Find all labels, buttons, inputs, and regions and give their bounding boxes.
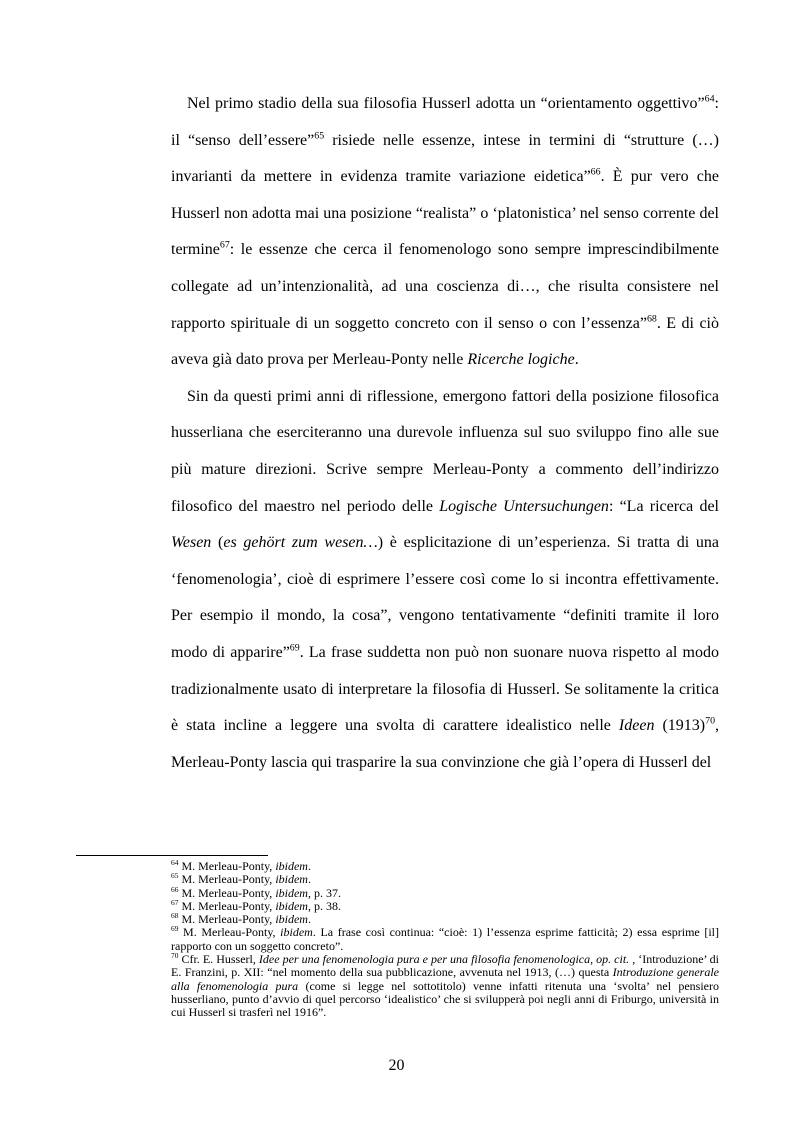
italic-text: Idee per una fenomenologia pura e per una filosofia fenomenologica [258,952,591,967]
text-run: : le essenze che cerca il fenomenologo sono sempre imprescindibilmente collegate ad un’intenzionalità, ad una coscienza di…, che risulta consistere nel rapporto spirituale di un soggetto concreto con il senso o con l’essenza” [171,241,719,332]
footnote-ref: 64 [171,858,179,867]
text-run: M. Merleau-Ponty, [178,912,276,927]
italic-text: Logische Untersuchungen [439,497,609,515]
text-run: . La frase così continua: “cioè: 1) l’essenza esprime fatticità; 2) essa esprime [il] rapporto con un soggetto concreto”. [171,925,719,953]
footnote-ref: 65 [314,130,325,142]
italic-text: ibidem [275,912,308,927]
italic-text: Introduzione generale alla fenomenologia pura [171,965,719,993]
text-run: M. Merleau-Ponty, [178,898,276,913]
footnote [171,953,719,1019]
text-run: M. Merleau-Ponty, [178,859,276,873]
text-run: , p. 37. [307,885,341,900]
page-number: 20 [388,1057,405,1074]
footnote-ref: 68 [646,313,657,325]
text-run: Sin da questi primi anni di riflessione, emergono fattori della posizione filosofica husserliana che eserciteranno una durevole influenza sul suo sviluppo fino alle sue più mature direzioni. Scrive sempre Merleau-Ponty a commento dell’indirizzo filosofico del maestro nel periodo delle [171,387,719,515]
text-run: . [307,912,311,927]
footnote-ref: 70 [705,715,716,727]
italic-text: Wesen [171,534,212,552]
text-run: , ‘Introduzione’ di E. Franzini, p. XII: “nel momento della sua pubblicazione, avvenuta nel 1913, (…) questa [171,952,720,980]
footnote-ref: 66 [590,166,601,178]
footnote-ref: 68 [171,911,179,921]
text-run: . E di ciò aveva già dato prova per Merleau-Ponty nelle [171,314,719,369]
text-run: : “La ricerca del [608,497,719,515]
footnote-ref: 67 [219,240,230,252]
text-run: , Merleau-Ponty lascia qui trasparire la sua convinzione che già l’opera di Husserl del [171,717,720,771]
main-text [171,86,719,781]
italic-text: ibidem [275,885,308,900]
footnote [171,873,719,886]
italic-text: Ideen [618,717,655,735]
footnote [171,926,719,953]
italic-text: op. cit. [596,952,630,967]
footnotes [171,860,719,1020]
text-run: . La frase suddetta non può non suonare nuova rispetto al modo tradizionalmente usato di interpretare la filosofia di Husserl. Se solitamente la critica è stata incline a leggere una svolta di carattere idealistico nelle [171,643,719,735]
italic-text: ibidem [280,925,313,940]
italic-text: ibidem [275,898,308,913]
footnote-ref: 66 [171,884,179,894]
footnote-ref: 69 [171,924,179,934]
text-run: ) è esplicitazione di un’esperienza. Si tratta di una ‘fenomenologia’, cioè di esprimere l’essere così come lo si incontra effettivamente. Per esempio il mondo, la cosa”, vengono tentativamente “definiti tramite il loro modo di apparire” [171,534,719,661]
text-run: (come si legge nel sottotitolo) venne infatti ritenuta una ‘svolta’ nel pensiero husserliano, punto d’avvio di quel percorso ‘idealistico’ che si svilupperà poi negli anni di Friburgo, università in cui Husserl si trasferì nel 1916”. [171,978,719,1020]
text-run: . [574,351,579,369]
paragraph [171,86,719,379]
text-run: M. Merleau-Ponty, [178,925,281,940]
footnote [171,884,719,900]
text-run: ( [211,534,224,552]
footnote-ref: 67 [171,897,179,907]
italic-text: Ricerche logiche [467,351,575,369]
footnote-ref: 69 [289,642,300,654]
text-run: , p. 38. [307,898,341,913]
text-run: . È pur vero che Husserl non adotta mai una posizione “realista” o ‘platonistica’ nel senso corrente del termine [171,168,719,259]
text-run: M. Merleau-Ponty, [178,885,276,900]
text-run: risiede nelle essenze, intese in termini di “strutture (…) invarianti da mettere in evidenza tramite variazione eidetica” [171,131,719,186]
text-run: M. Merleau-Ponty, [178,872,276,887]
text-run: Nel primo stadio della sua filosofia Husserl adotta un “orientamento oggettivo” [187,95,705,112]
italic-text: ibidem [275,859,308,873]
text-run: : il “senso dell’essere” [171,95,719,149]
italic-text: ibidem [275,872,308,887]
footnote-ref: 70 [171,951,179,961]
text-run: (1913) [654,717,706,735]
italic-text: es gehört zum wesen… [223,534,378,552]
text-run: . [307,872,311,887]
footnote-separator [76,855,268,856]
text-run: . [307,859,311,873]
footnote-ref: 64 [704,93,715,105]
footnote-ref: 65 [171,871,179,881]
text-run: Cfr. E. Husserl, [178,952,259,967]
text-run: , [590,952,597,967]
paragraph [171,379,719,782]
